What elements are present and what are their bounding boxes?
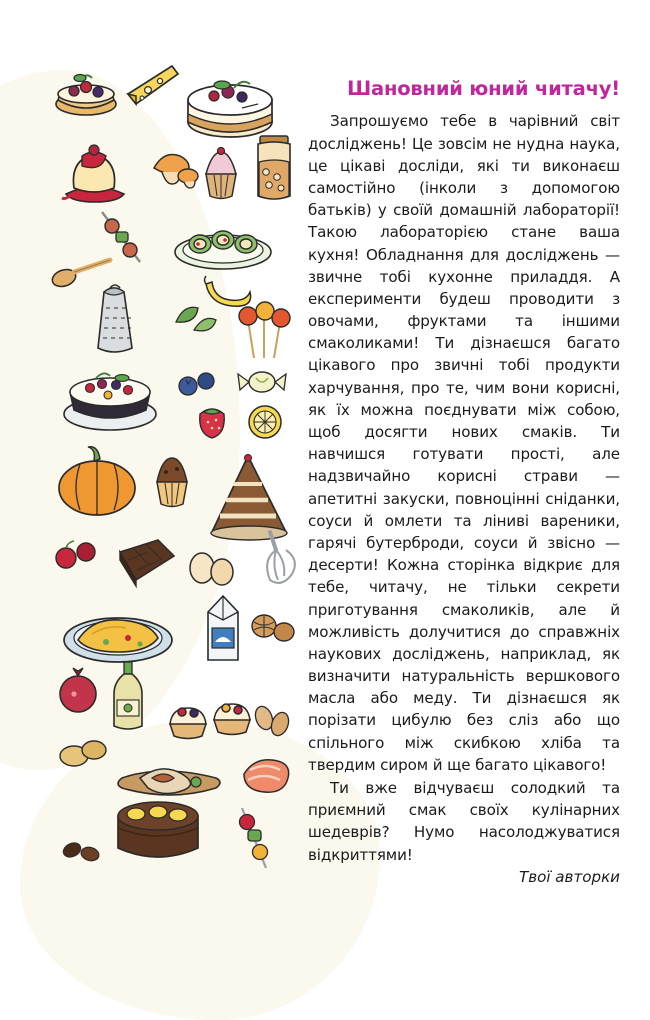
chocolate-muffin-illustration bbox=[144, 452, 200, 512]
salmon-steak-illustration bbox=[234, 750, 296, 798]
page-title: Шановний юний читачу! bbox=[347, 77, 620, 100]
paragraph-2: Ти вже відчуваєш солодкий та приємний смак своїх кулінарних шедеврів? Нумо насолоджуватися відкриттями! bbox=[308, 779, 620, 864]
pomegranate-illustration bbox=[52, 664, 104, 716]
cranberries-illustration bbox=[50, 534, 106, 576]
cake-with-berries-illustration bbox=[56, 358, 164, 436]
food-collage bbox=[50, 60, 300, 820]
whisk-illustration bbox=[240, 528, 298, 592]
coffee-beans-illustration bbox=[56, 832, 106, 868]
mint-leaves-illustration bbox=[170, 300, 218, 340]
blueberries-illustration bbox=[174, 366, 222, 402]
body-text bbox=[308, 110, 620, 865]
milk-carton-illustration bbox=[196, 588, 250, 670]
stuffed-pepper-rolls-illustration bbox=[168, 208, 278, 274]
vegetable-skewer-illustration bbox=[226, 802, 286, 876]
chocolate-roll-cake-illustration bbox=[102, 788, 214, 866]
lemon-slice-illustration bbox=[240, 400, 290, 444]
cupcake-illustration bbox=[194, 140, 248, 202]
pumpkin-illustration bbox=[54, 442, 140, 518]
jar-of-nuts-illustration bbox=[246, 130, 302, 212]
mushrooms-illustration bbox=[146, 144, 200, 190]
chocolate-bar-illustration bbox=[112, 534, 182, 594]
olive-oil-bottle-illustration bbox=[104, 656, 152, 736]
almonds-illustration bbox=[248, 696, 296, 742]
strawberry-illustration bbox=[190, 398, 234, 442]
paragraph-1: Запрошуємо тебе в чарівний світ досліджень! Це зовсім не нудна наука, це цікаві досліди, які ти виконаєш самостійно (інколи з допомогою батьків) у своїй домашній лабораторії! Такою лабораторією стане ваша кухня! Обладнання для досліджень — звичне тобі кухонне приладдя. А експерименти будеш проводити з овочами, фруктами та іншими смаколиками! Ти дізнаєшся багато цікавого про звичні тобі продукти харчування, про те, чим вони корисні, як їх можна поєднувати між собою, щоб досягти нових смаків. Ти навчишся готувати прості, але надзвичайно корисні страви — апетитні закуски, повноцінні сніданки, соуси й омлети та ліниві вареники, гарячі бутерброди, соуси й звісно — десерти! Кожна сторінка відкриє для тебе, читачу, не тільки секрети приготування смаколиків, але й можливість долучитися до справжніх наукових досліджень, наприклад, як визначити натуральність вершкового масла або меду. Ти дізнаєшся як порізати цибулю без сліз або що спільного між скибкою хліба та твердим сиром й ще багато цікавого! bbox=[308, 112, 620, 774]
candy-illustration bbox=[234, 360, 290, 404]
berry-tartlet-illustration bbox=[50, 66, 122, 120]
illustration-column bbox=[0, 0, 300, 900]
eggs-illustration bbox=[184, 542, 240, 590]
text-column bbox=[300, 0, 650, 900]
pudding-with-berry-sauce-illustration bbox=[52, 130, 136, 210]
grater-illustration bbox=[86, 282, 144, 360]
cheese-wedge-illustration bbox=[122, 60, 184, 112]
walnuts-illustration bbox=[246, 600, 300, 648]
signature: Твої авторки bbox=[518, 867, 620, 886]
lollipops-illustration bbox=[232, 298, 294, 368]
potatoes-illustration bbox=[56, 732, 114, 776]
